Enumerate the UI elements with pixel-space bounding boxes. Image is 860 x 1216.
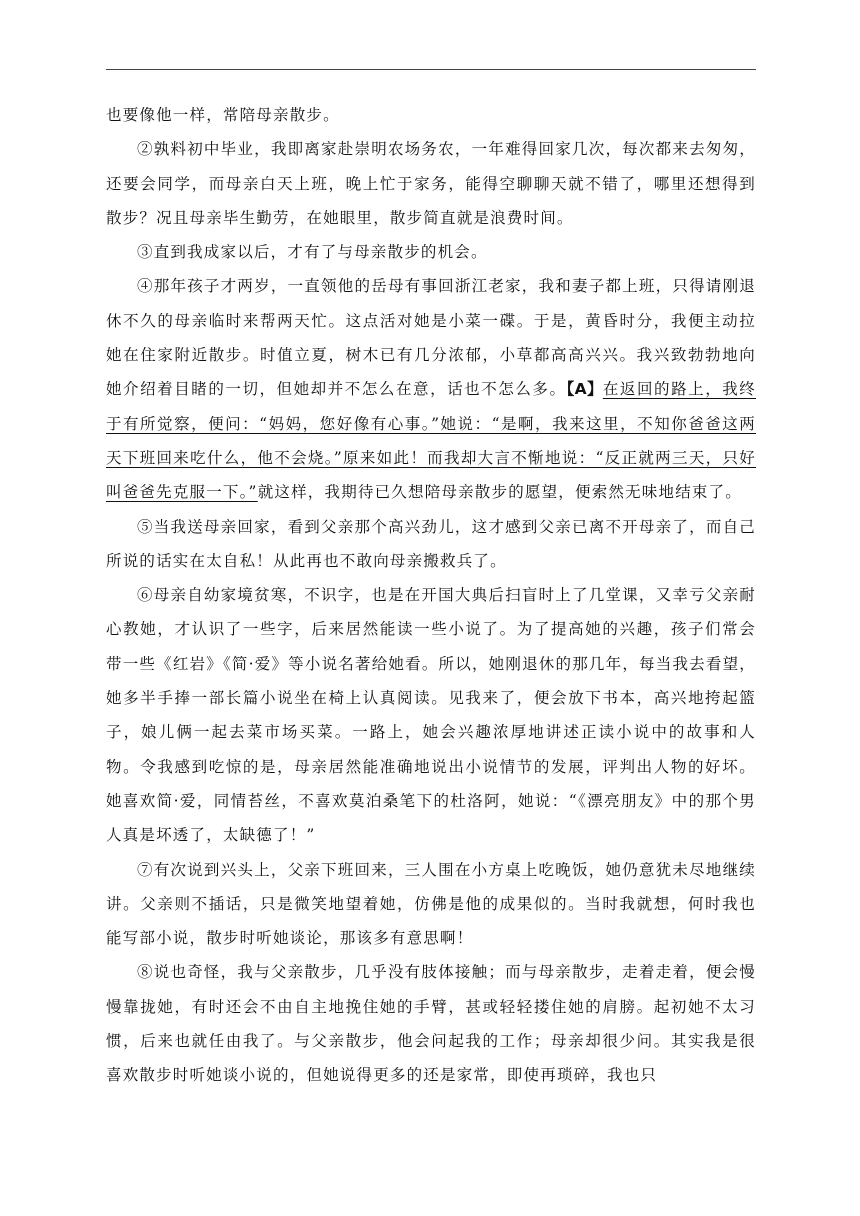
- paragraph-4-ending: 就这样，我期待已久想陪母亲散步的愿望，便索然无味地结束了。: [257, 483, 742, 502]
- underlined-passage-a: 在返回的路上，我终于有所觉察，便问：“妈妈，您好像有心事。”她说：“是啊，我来这里，不知你爸爸这两天下班回来吃什么，他不会烧。”原来如此！而我却大言不惭地说：“反正就两三天，只好叫爸爸先克服一下。”: [106, 380, 757, 502]
- paragraph-2: ②孰料初中毕业，我即离家赴崇明农场务农，一年难得回家几次，每次都来去匆匆，还要会同学，而母亲白天上班，晚上忙于家务，能得空聊聊天就不错了，哪里还想得到散步？况且母亲毕生勤劳，在她眼里，散步简直就是浪费时间。: [106, 140, 756, 227]
- paragraph-5: ⑤当我送母亲回家，看到父亲那个高兴劲儿，这才感到父亲已离不开母亲了，而自己所说的话实在太自私！从此再也不敢向母亲搬救兵了。: [106, 517, 756, 570]
- article-body: [106, 98, 756, 1093]
- paragraph-8: ⑧说也奇怪，我与父亲散步，几乎没有肢体接触；而与母亲散步，走着走着，便会慢慢靠拢她，有时还会不由自主地挽住她的手臂，甚或轻轻搂住她的肩膀。起初她不太习惯，后来也就任由我了。与父亲散步，他会问起我的工作；母亲却很少问。其实我是很喜欢散步时听她谈小说的，但她说得更多的还是家常，即使再琐碎，我也只: [106, 963, 756, 1085]
- paragraph-3: ③直到我成家以后，才有了与母亲散步的机会。: [137, 243, 488, 262]
- paragraph-7: ⑦有次说到兴头上，父亲下班回来，三人围在小方桌上吃晚饭，她仍意犹未尽地继续讲。父亲则不插话，只是微笑地望着她，仿佛是他的成果似的。当时我就想，何时我也能写部小说，散步时听她谈论，那该多有意思啊！: [106, 860, 756, 948]
- paragraph-continued: 也要像他一样，常陪母亲散步。: [106, 106, 340, 124]
- header-divider: [106, 69, 756, 70]
- paragraph-6: ⑥母亲自幼家境贫寒，不识字，也是在开国大典后扫盲时上了几堂课，又幸亏父亲耐心教她，才认识了一些字，后来居然能读一些小说了。为了提高她的兴趣，孩子们常会带一些《红岩》《简·爱》等小说名著给她看。所以，她刚退休的那几年，每当我去看望，她多半手捧一部长篇小说坐在椅上认真阅读。见我来了，便会放下书本，高兴地挎起篮子，娘儿俩一起去菜市场买菜。一路上，她会兴趣浓厚地讲述正读小说中的故事和人物。令我感到吃惊的是，母亲居然能准确地说出小说情节的发展，评判出人物的好坏。她喜欢简·爱，同情苔丝，不喜欢莫泊桑笔下的杜洛阿，她说：“《漂亮朋友》中的那个男人真是坏透了，太缺德了！”: [106, 586, 756, 845]
- paragraph-4-text: ④那年孩子才两岁，一直领他的岳母有事回浙江老家，我和妻子都上班，只得请刚退休不久的母亲临时来帮两天忙。这点活对她是小菜一碟。于是，黄昏时分，我便主动拉她在住家附近散步。时值立夏，树木已有几分浓郁，小草都高高兴兴。我兴致勃勃地向她介绍着目睹的一切，但她却并不怎么在意，话也不怎么多。: [106, 277, 756, 399]
- paragraph-4: [106, 269, 756, 509]
- annotation-marker-a: 【A】: [566, 380, 603, 399]
